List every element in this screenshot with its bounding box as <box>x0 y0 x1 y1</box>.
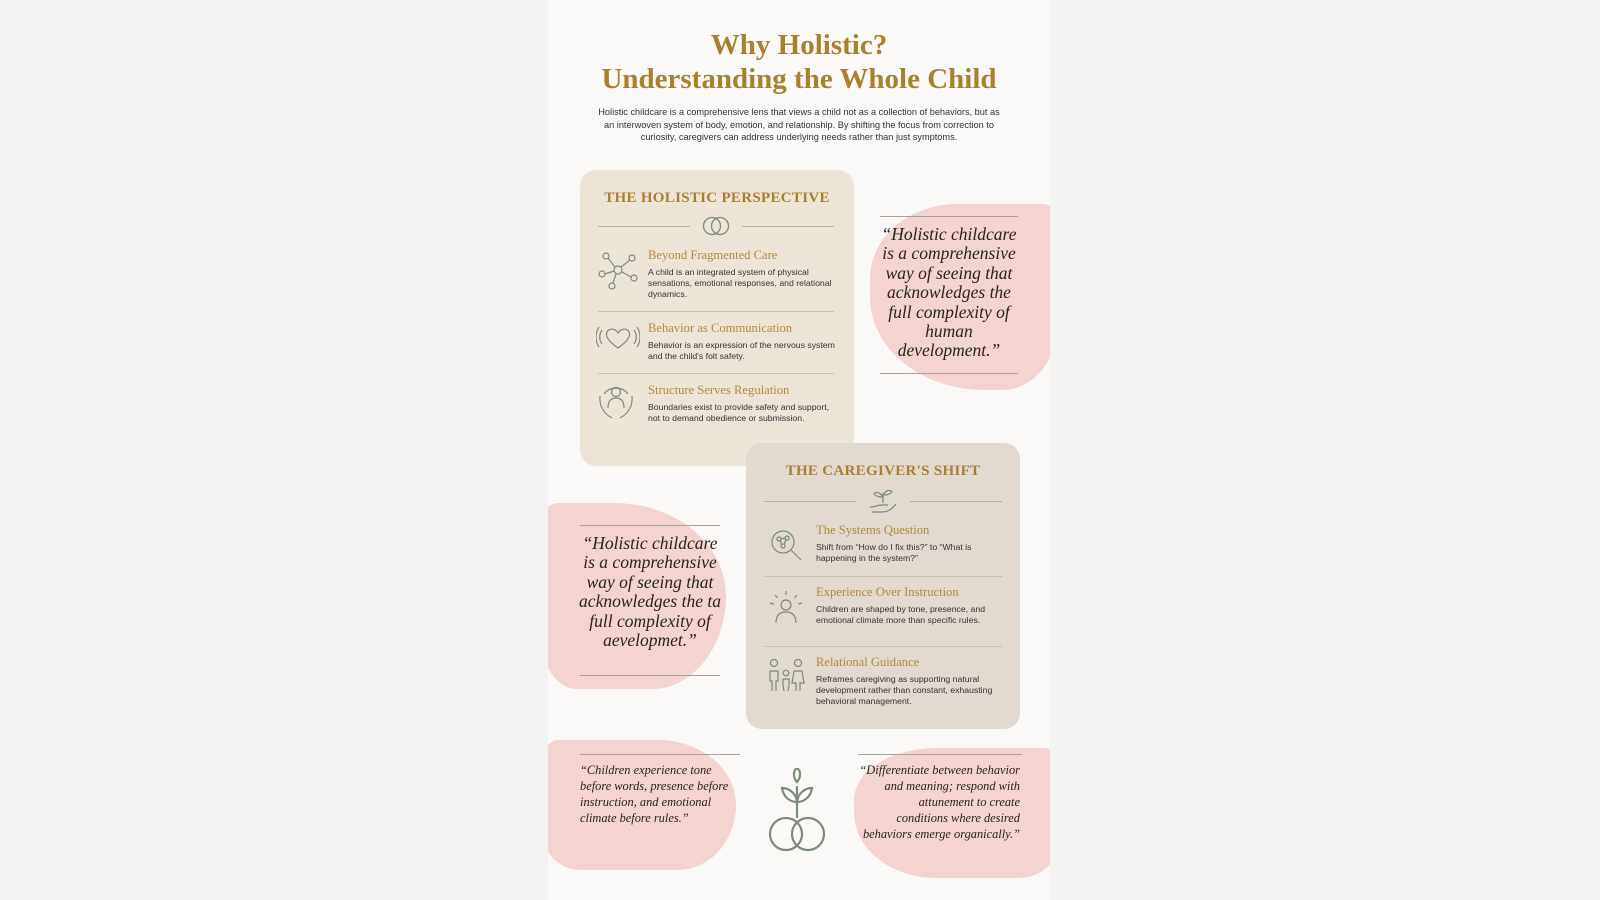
heart-signal-icon <box>596 322 640 354</box>
shift-heading: THE CAREGIVER'S SHIFT <box>785 463 981 479</box>
hand-sprout-icon <box>866 485 900 515</box>
caregivers-shift-card <box>746 443 1020 729</box>
quote-bottom-right-rule <box>858 754 1022 755</box>
item-text: A child is an integrated system of physical sensations, emotional responses, and relational dynamics. <box>648 267 832 300</box>
quote-left-bottom-rule <box>580 675 720 676</box>
family-icon <box>764 655 808 695</box>
quote-bottom-right: “Differentiate between behavior and meaning; respond with attunement to create conditions where desired behaviors emerge organically.” <box>859 763 1020 841</box>
item-text: Children are shaped by tone, presence, and emotional climate more than specific rules. <box>816 604 986 626</box>
quote-left-top-rule <box>580 525 720 526</box>
item-separator <box>764 646 1002 647</box>
item-text: Shift from “How do I fix this?” to “What is happening in the system?” <box>816 542 972 564</box>
interlocking-circles-icon <box>699 214 733 238</box>
item-text: Boundaries exist to provide safety and support, not to demand obedience or submission. <box>648 402 830 424</box>
supporting-hands-icon <box>596 382 636 422</box>
page-title <box>548 28 1050 96</box>
sprout-rings-logo-icon <box>758 768 838 858</box>
title-line-1: Why Holistic? <box>710 29 888 61</box>
item-text: Reframes caregiving as supporting natural development rather than constant, exhausting behavioral management. <box>816 674 993 707</box>
divider-left <box>598 226 690 227</box>
intro-paragraph: Holistic childcare is a comprehensive lens that views a child not as a collection of behaviors, but as an interwoven system of body, emotion, and relationship. By shifting the focus from correction to curiosity, caregivers can address underlying needs rather than just symptoms. <box>598 107 1000 143</box>
divider-left <box>764 501 856 502</box>
title-line-2: Understanding the Whole Child <box>601 63 997 95</box>
item-title: The Systems Question <box>816 523 930 537</box>
quote-left: “Holistic childcare is a comprehensive way of seeing that acknowledges the ta full complexity of aevelopmet.” <box>579 533 721 651</box>
perspective-heading: THE HOLISTIC PERSPECTIVE <box>604 190 830 206</box>
quote-right: “Holistic childcare is a comprehensive way of seeing that acknowledges the full complexity of human development.” <box>881 224 1017 361</box>
item-title: Beyond Fragmented Care <box>648 248 778 262</box>
item-text: Behavior is an expression of the nervous system and the child's folt safety. <box>648 340 835 362</box>
magnifier-icon <box>766 525 806 565</box>
item-separator <box>764 576 1002 577</box>
item-separator <box>598 373 834 374</box>
infographic-sheet <box>548 0 1050 900</box>
holistic-perspective-card <box>580 170 854 466</box>
divider-right <box>910 501 1002 502</box>
item-title: Experience Over Instruction <box>816 585 959 599</box>
quote-right-bottom-rule <box>880 373 1018 374</box>
quote-right-top-rule <box>880 216 1018 217</box>
item-title: Relational Guidance <box>816 655 920 669</box>
divider-right <box>742 226 834 227</box>
quote-bottom-left-rule <box>580 754 740 755</box>
network-icon <box>596 248 640 292</box>
quote-bottom-left: “Children experience tone before words, presence before instruction, and emotional climate before rules.” <box>580 763 729 825</box>
item-separator <box>598 311 834 312</box>
item-title: Behavior as Communication <box>648 321 793 335</box>
radiant-person-icon <box>766 587 806 627</box>
item-title: Structure Serves Regulation <box>648 383 790 397</box>
